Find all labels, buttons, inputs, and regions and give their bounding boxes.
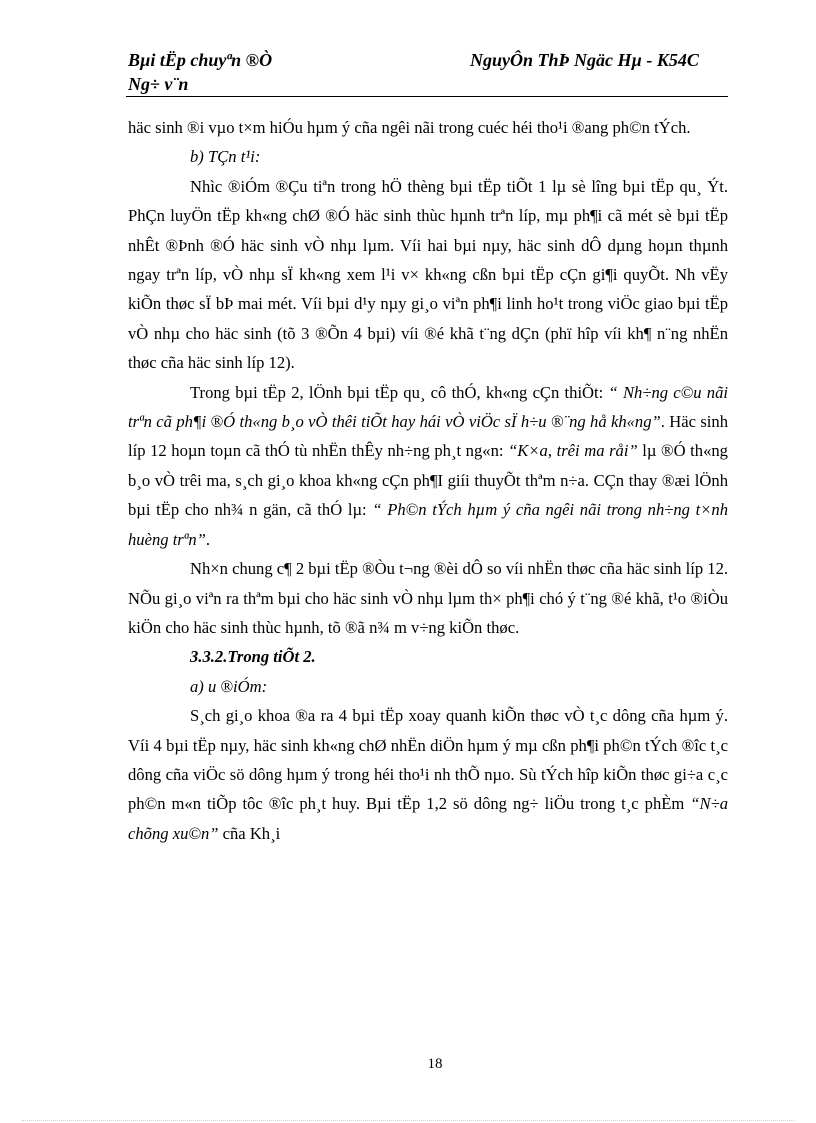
header-subject-line1: Bµi tËp chuyªn ®Ò bbox=[128, 50, 273, 70]
page-number: 18 bbox=[427, 1056, 443, 1072]
paragraph-3 bbox=[128, 378, 728, 554]
paragraph-1: häc sinh ®i vµo t×m hiÓu hµm ý cña ngêi nãi trong cuéc héi tho¹i ®ang ph©n tÝch. bbox=[128, 118, 691, 137]
paragraph-3-quote-1: “ Nh÷ng c©u nãi trªn cã ph¶i ®Ó th«ng b¸o vÒ thêi tiÕt hay hái vÒ viÖc sÏ h÷u ®¨ng hå kh«ng” bbox=[128, 382, 729, 432]
header-subject-line2: Ng÷ v¨n bbox=[128, 74, 189, 94]
paragraph-5-part-b: cña Kh¸i bbox=[218, 823, 281, 843]
paragraph-2: Nhìc ®iÓm ®Çu tiªn trong hÖ thèng bµi tËp tiÕt 1 lµ sè lîng bµi tËp qu¸ Ýt. PhÇn luyÖn tËp kh«ng chØ ®Ó häc sinh thùc hµnh trªn líp, mµ ph¶i cã mét sè bµi tËp nhÊt ®Þnh ®Ó häc sinh vÒ nhµ lµm. Víi hai bµi nµy, häc sinh dÔ dµng hoµn thµnh ngay trªn líp, vÒ nhµ sÏ kh«ng xem l¹i v× kh«ng cßn bµi tËp cÇn gi¶i quyÕt. Nh vËy kiÕn thøc sÏ bÞ mai mét. Víi bµi d¹y nµy gi¸o viªn ph¶i linh ho¹t trong viÖc giao bµi tËp vÒ nhµ cho häc sinh (tõ 3 ®Õn 4 bµi) víi ®é khã t¨ng dÇn (phï hîp víi kh¶ n¨ng nhËn thøc cña häc sinh líp 12). bbox=[128, 176, 728, 373]
paragraph-3-part-a: Trong bµi tËp 2, lÖnh bµi tËp qu¸ cô thÓ, kh«ng cÇn thiÕt: bbox=[190, 382, 609, 402]
heading-a-advantages: a) u ®iÓm: bbox=[190, 676, 268, 696]
section-heading-3-3-2: 3.3.2.Trong tiÕt 2. bbox=[190, 647, 316, 667]
paragraph-5 bbox=[128, 701, 728, 848]
paragraph-3-part-c: lµ ®Ó th«ng b¸o vÒ trêi ma, s¸ch gi¸o khoa kh«ng cÇn ph¶I giíi thuyÕt thªm n÷a. CÇn thay ®æi lÖnh bµi tËp cho nh¾ n gän, cã thÓ lµ: bbox=[128, 441, 728, 520]
paragraph-3-part-d: . bbox=[205, 529, 211, 549]
paragraph-5-quote: “N÷a chõng xu©n” bbox=[128, 794, 728, 843]
paragraph-3-quote-2: “K×a, trêi ma råi” bbox=[508, 441, 638, 461]
paragraph-3-part-b: . Häc sinh líp 12 hoµn toµn cã thÓ tù nhËn thÊy nh÷ng ph¸t ng«n: bbox=[128, 412, 728, 461]
heading-b-limitations: b) TÇn t¹i: bbox=[190, 147, 261, 167]
paragraph-3-quote-3: “ Ph©n tÝch hµm ý cña ngêi nãi trong nh÷ng t×nh huèng trªn” bbox=[128, 500, 729, 549]
page-bottom-border bbox=[22, 1120, 794, 1121]
header-left bbox=[128, 48, 428, 96]
header-rule bbox=[126, 96, 728, 97]
paragraph-4: Nh×n chung c¶ 2 bµi tËp ®Òu t¬ng ®èi dÔ so víi nhËn thøc cña häc sinh líp 12. NÕu gi¸o viªn ra thªm bµi cho häc sinh vÒ nhµ lµm th× ph¶i chó ý t¨ng ®é khã, t¹o ®iÒu kiÖn cho häc sinh thùc hµnh, tõ ®ã n¾ m v÷ng kiÕn thøc. bbox=[128, 559, 729, 637]
body-text bbox=[128, 113, 728, 848]
header-author: NguyÔn ThÞ Ngäc Hµ - K54C bbox=[470, 50, 699, 70]
paragraph-5-part-a: S¸ch gi¸o khoa ®a ra 4 bµi tËp xoay quanh kiÕn thøc vÒ t¸c dông cña hµm ý. Víi 4 bµi tËp nµy, häc sinh kh«ng chØ nhËn diÖn hµm ý mµ cßn ph¶i ph©n tÝch ®îc t¸c dông cña viÖc sö dông hµm ý trong héi tho¹i nh thÕ nµo. Sù tÝch hîp kiÕn thøc gi÷a c¸c ph©n m«n tiÕp tôc ®îc ph¸t huy. Bµi tËp 1,2 sö dông ng÷ liÖu trong t¸c phÈm bbox=[128, 706, 728, 814]
